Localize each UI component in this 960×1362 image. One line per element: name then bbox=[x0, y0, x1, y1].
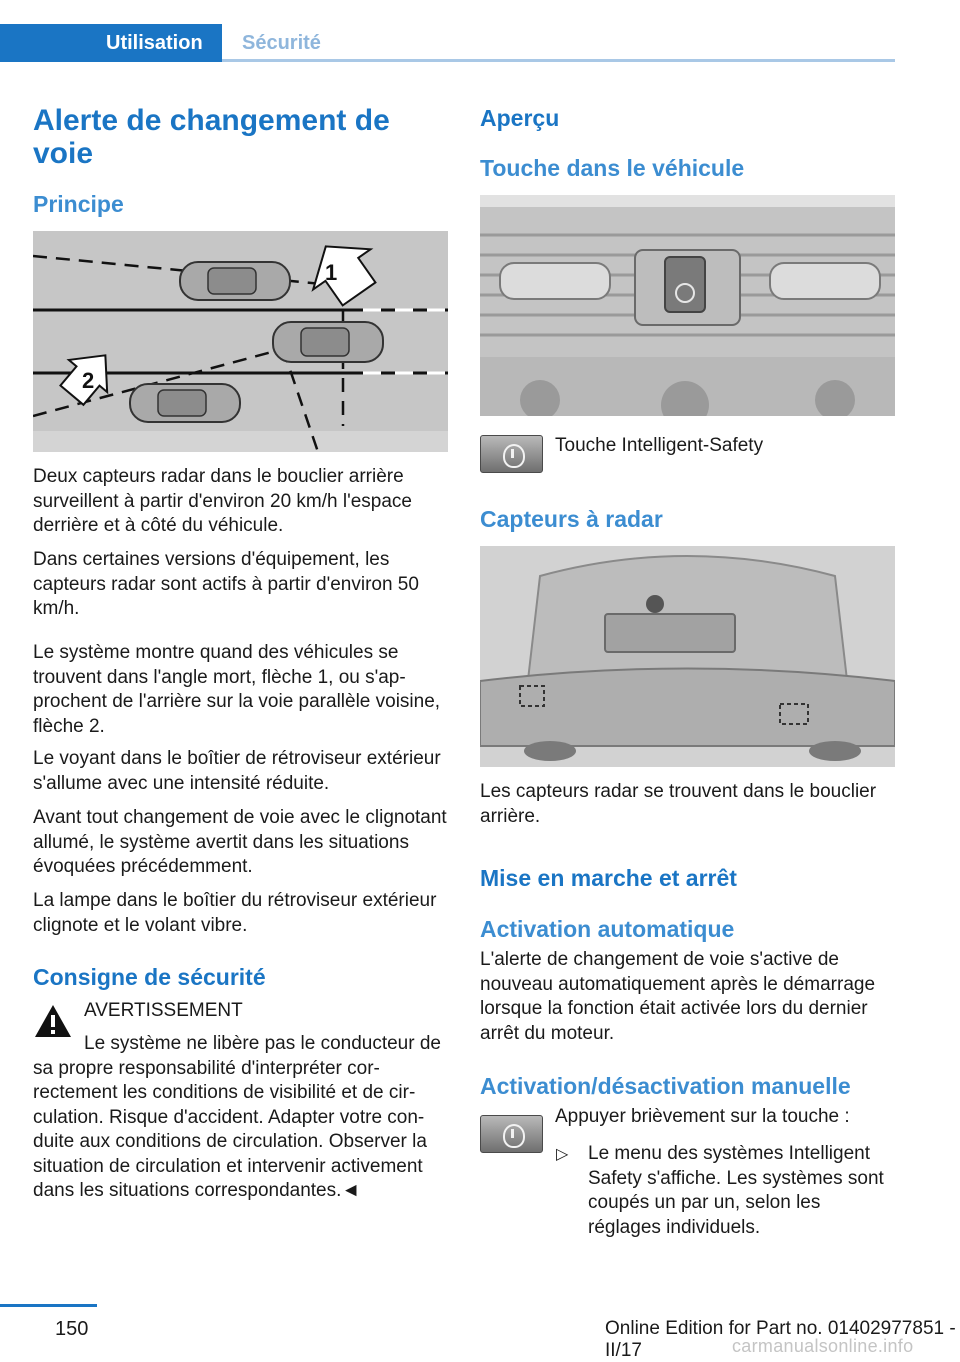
overview-heading: Aperçu bbox=[480, 105, 560, 131]
dashboard-photo-svg bbox=[480, 195, 895, 416]
warning-label: AVERTISSEMENT bbox=[84, 1000, 243, 1021]
para-indicator-light: Le voyant dans le boîtier de rétroviseur extérieur s'allume avec une intensité réduite. bbox=[33, 748, 441, 794]
onoff-heading: Mise en marche et arrêt bbox=[480, 865, 737, 891]
car-bottom bbox=[130, 384, 240, 422]
bullet-item-1: Le menu des systèmes Intelligent Safety s'affiche. Les systèmes sont coupés un par un, selon les réglages individuels. bbox=[588, 1143, 884, 1238]
dashboard-photo bbox=[480, 195, 895, 416]
auto-heading: Activation automatique bbox=[480, 916, 735, 942]
tab-securite[interactable]: Sécurité bbox=[242, 32, 321, 54]
button-caption: Touche Intelligent-Safety bbox=[555, 435, 764, 456]
footer-rule bbox=[0, 1304, 97, 1307]
para-lamp-flashes: La lampe dans le boîtier du rétroviseur extérieur clignote et le volant vibre. bbox=[33, 890, 437, 936]
watermark: carmanualsonline.info bbox=[732, 1336, 914, 1356]
intelligent-safety-button-icon bbox=[480, 435, 543, 473]
lane-change-diagram-svg bbox=[33, 231, 448, 452]
auto-text: L'alerte de changement de voie s'active de nouveau automatiquement après le démarrage lorsque la fonction était activée lors du dernier arrêt du moteur. bbox=[480, 949, 876, 1044]
manual-instruction: Appuyer brièvement sur la touche : bbox=[555, 1106, 850, 1127]
page-title: Alerte de changement de voie bbox=[33, 104, 390, 170]
radar-text: Les capteurs radar se trouvent dans le bouclier arrière. bbox=[480, 781, 877, 827]
edition-text: Online Edition for Part no. 01402977851 - II/17 bbox=[605, 1318, 956, 1361]
tab-utilisation[interactable]: Utilisation bbox=[0, 24, 222, 62]
rear-bumper-photo bbox=[480, 546, 895, 767]
header-tabs bbox=[0, 24, 895, 62]
manual-heading: Activation/désactivation manuelle bbox=[480, 1073, 851, 1099]
page-number: 150 bbox=[55, 1318, 89, 1340]
arrow-2-label: 2 bbox=[82, 368, 95, 393]
car-middle bbox=[273, 322, 383, 362]
arrow-1-label: 1 bbox=[325, 260, 338, 285]
intelligent-safety-button-icon-2 bbox=[480, 1115, 543, 1153]
radar-heading: Capteurs à radar bbox=[480, 506, 663, 532]
para-lane-change-warning: Avant tout changement de voie avec le clignotant allumé, le système avertit dans les situations évoquées précédemment. bbox=[33, 807, 447, 877]
para-radar-sensors: Deux capteurs radar dans le bouclier arrière surveillent à partir d'environ 20 km/h l'espace derrière et à côté du véhicule. bbox=[33, 466, 412, 536]
safety-heading: Consigne de sécurité bbox=[33, 964, 266, 990]
para-blind-spot: Le système montre quand des véhicules se trouvent dans l'angle mort, flèche 1, ou s'approchent de l'arrière sur la voie parallèle voisine, flèche 2. bbox=[33, 642, 441, 737]
car-top bbox=[180, 262, 290, 300]
bullet-marker: ▷ bbox=[556, 1146, 569, 1163]
button-heading: Touche dans le véhicule bbox=[480, 155, 745, 181]
principle-heading: Principe bbox=[33, 191, 124, 217]
lane-change-diagram bbox=[33, 231, 448, 452]
warning-text: Le système ne libère pas le conducteur de sa propre responsabilité d'interpréter correctement les conditions de visibilité et de circulation. Risque d'accident. Adapter votre conduite aux conditions de circulation. Observer la situation de circulation et intervenir activement dans les situations correspondantes.◄ bbox=[33, 1033, 441, 1201]
header-rule bbox=[222, 59, 895, 62]
para-versions: Dans certaines versions d'équipement, les capteurs radar sont actifs à partir d'environ 50 km/h. bbox=[33, 549, 419, 619]
rear-bumper-photo-svg bbox=[480, 546, 895, 767]
